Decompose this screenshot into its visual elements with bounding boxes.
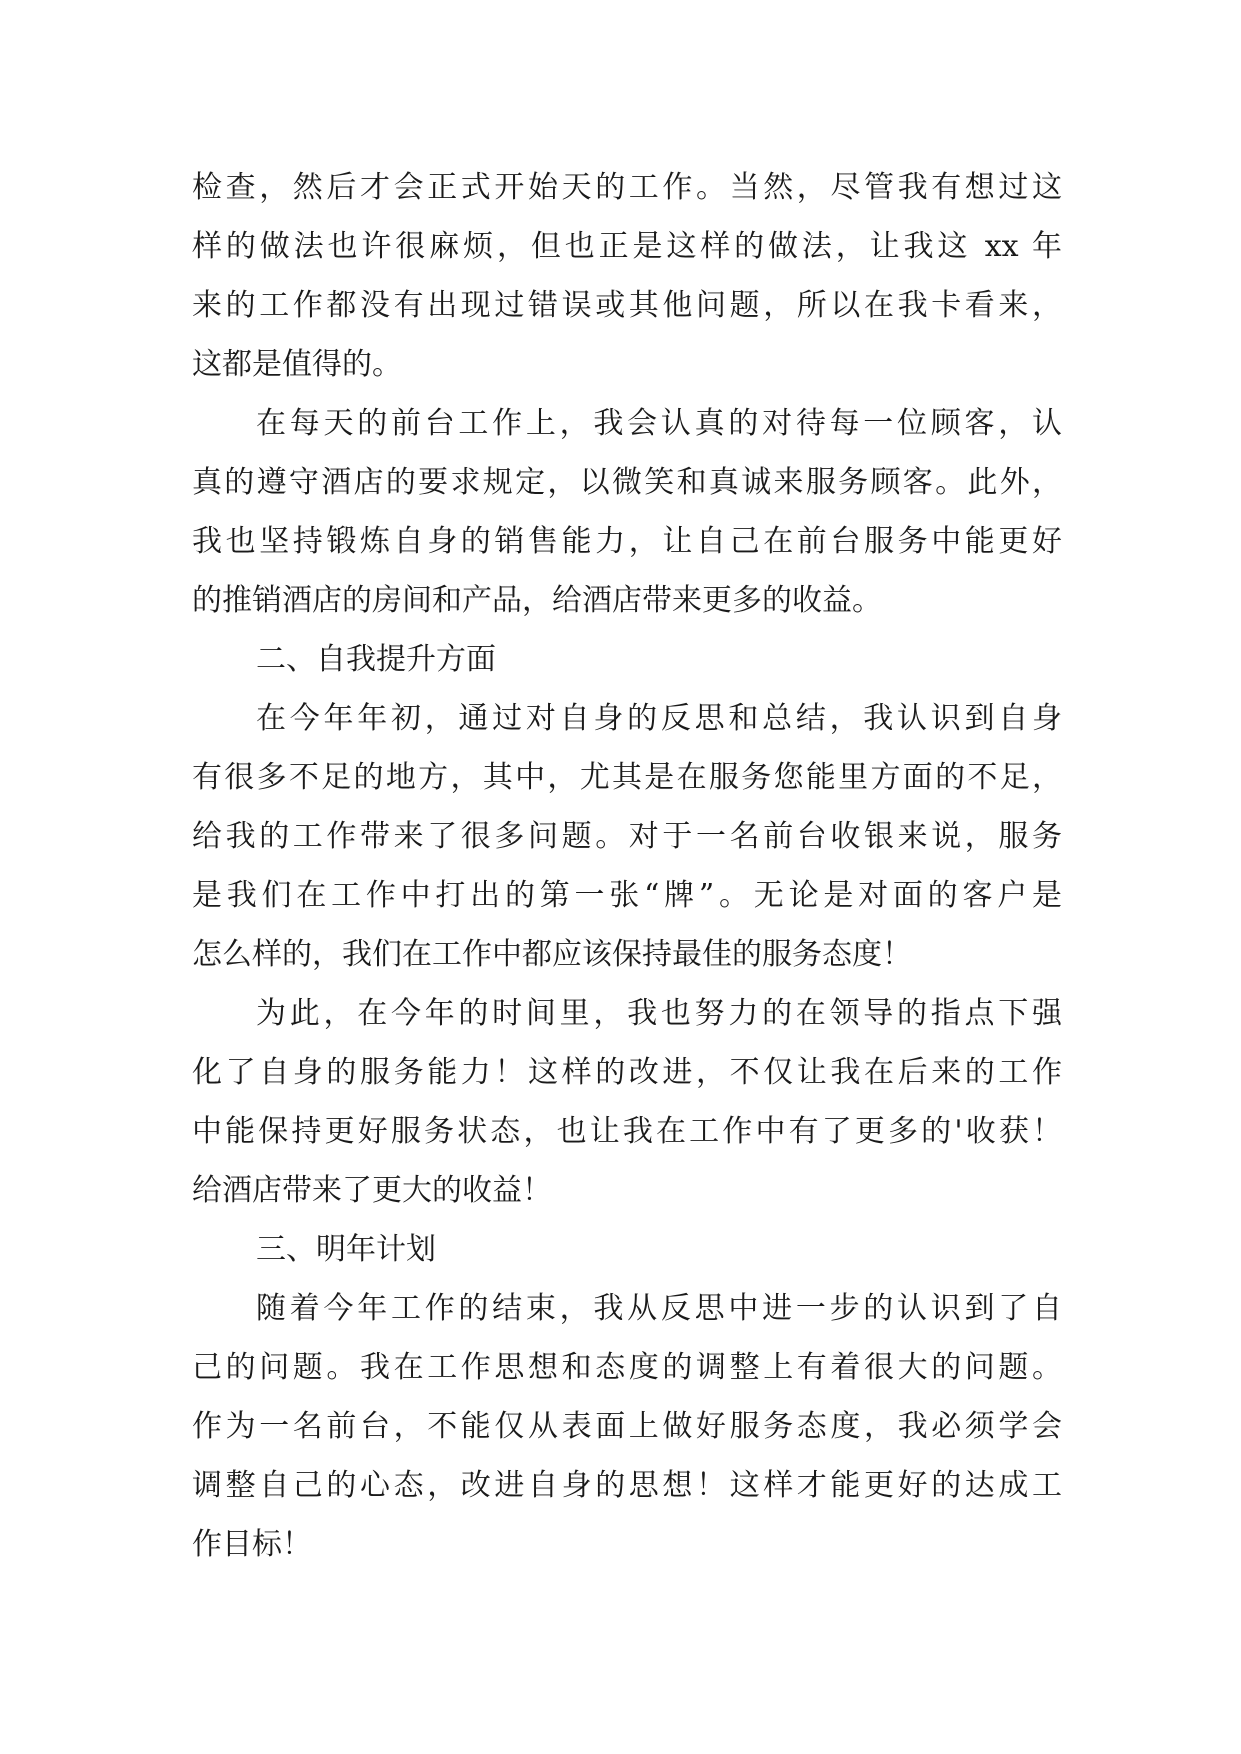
text-line: 来的工作都没有出现过错误或其他问题，所以在我卡看来， — [192, 288, 1062, 323]
paragraph-start-line: 为此，在今年的时间里，我也努力的在领导的指点下强 — [256, 996, 1062, 1031]
text-line: 作目标！ — [192, 1527, 312, 1562]
text-line: 真的遵守酒店的要求规定，以微笑和真诚来服务顾客。此外， — [192, 465, 1062, 500]
text-line: 有很多不足的地方，其中，尤其是在服务您能里方面的不足， — [192, 760, 1062, 795]
text-line: 的推销酒店的房间和产品，给酒店带来更多的收益。 — [192, 583, 882, 618]
text-line: 作为一名前台，不能仅从表面上做好服务态度，我必须学会 — [192, 1409, 1062, 1444]
text-line: 我也坚持锻炼自身的销售能力，让自己在前台服务中能更好 — [192, 524, 1062, 559]
text-line: 检查，然后才会正式开始天的工作。当然，尽管我有想过这 — [192, 170, 1062, 205]
text-line: 给我的工作带来了很多问题。对于一名前台收银来说，服务 — [192, 819, 1062, 854]
section-heading-next-year-plan: 三、明年计划 — [256, 1232, 436, 1267]
text-line: 己的问题。我在工作思想和态度的调整上有着很大的问题。 — [192, 1350, 1062, 1385]
text-line: 这都是值得的。 — [192, 347, 402, 382]
text-line: 样的做法也许很麻烦，但也正是这样的做法，让我这 xx 年 — [192, 229, 1062, 264]
text-line: 是我们在工作中打出的第一张“牌”。无论是对面的客户是 — [192, 878, 1062, 913]
text-line: 中能保持更好服务状态，也让我在工作中有了更多的'收获！ — [192, 1114, 1062, 1149]
text-line: 怎么样的，我们在工作中都应该保持最佳的服务态度！ — [192, 937, 912, 972]
text-line: 给酒店带来了更大的收益！ — [192, 1173, 552, 1208]
section-heading-self-improvement: 二、自我提升方面 — [256, 642, 496, 677]
text-line: 化了自身的服务能力！这样的改进，不仅让我在后来的工作 — [192, 1055, 1062, 1090]
paragraph-start-line: 在今年年初，通过对自身的反思和总结，我认识到自身 — [256, 701, 1062, 736]
paragraph-start-line: 随着今年工作的结束，我从反思中进一步的认识到了自 — [256, 1291, 1062, 1326]
text-line: 调整自己的心态，改进自身的思想！这样才能更好的达成工 — [192, 1468, 1062, 1503]
paragraph-start-line: 在每天的前台工作上，我会认真的对待每一位顾客，认 — [256, 406, 1062, 441]
document-body — [192, 158, 1062, 1574]
